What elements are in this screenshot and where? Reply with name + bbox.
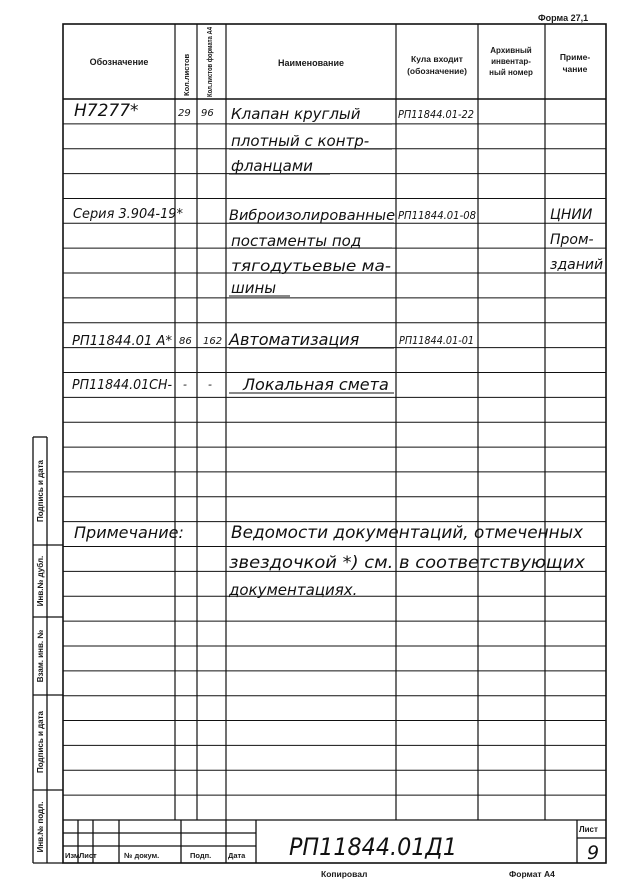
title-data: Дата [228, 851, 246, 860]
row-sheets: - [183, 378, 187, 391]
table-row [72, 330, 474, 349]
side-strip [33, 437, 63, 863]
row-sheets: 86 [179, 336, 192, 347]
row-name: Виброизолированные [229, 208, 395, 224]
header-archive-line1: Архивный [490, 46, 532, 55]
remark-line1: Ведомости документаций, отмеченных [231, 523, 584, 543]
row-included: РП11844.01-22 [398, 108, 474, 121]
row-name: тягодутьевые ма- [231, 257, 391, 275]
title-podp: Подп. [190, 851, 212, 860]
copied-label: Копировал [321, 869, 368, 879]
row-sheets-a4: 162 [203, 336, 223, 347]
row-sheets-a4: - [208, 378, 212, 391]
table-row [231, 232, 594, 250]
header-designation: Обозначение [89, 57, 149, 67]
table-row [231, 279, 276, 297]
table-row [72, 375, 389, 394]
row-designation: H7277* [74, 101, 139, 121]
header-sheets-a4: Кол.листов формата А4 [207, 14, 214, 97]
row-name: фланцами [231, 157, 313, 175]
table-row [74, 101, 474, 123]
table-rows [72, 101, 603, 394]
table-row [231, 132, 369, 150]
document-code: РП11844.01Д1 [289, 833, 457, 861]
row-note: Пром- [550, 232, 594, 248]
row-note: ЦНИИ [550, 207, 593, 223]
table-row [231, 157, 313, 175]
row-included: РП11844.01-08 [398, 209, 476, 222]
header-note-line1: Приме- [559, 52, 591, 62]
row-name: постаменты под [231, 232, 362, 250]
row-designation: РП11844.01 А* [72, 334, 173, 349]
row-sheets: 29 [178, 108, 191, 119]
header-included-line1: Кула входит [411, 54, 463, 64]
remark-line3: документациях. [229, 581, 358, 599]
title-sheet-label: Лист [579, 825, 598, 834]
remark-line2: звездочкой *) см. в соответствующих [229, 553, 586, 573]
remark-block [74, 523, 586, 599]
table-row [73, 207, 593, 224]
side-label-inv-dubl: Инв.№ дубл. [36, 555, 45, 607]
header-name: Наименование [277, 58, 345, 68]
format-label: Формат A4 [509, 869, 555, 879]
header-included-line2: (обозначение) [407, 66, 467, 76]
form-label: Форма 27,1 [538, 13, 589, 23]
row-name: плотный с контр- [231, 132, 370, 150]
row-included: РП11844.01-01 [399, 334, 474, 347]
header-note-line2: чание [562, 64, 588, 74]
header-archive-line3: ный номер [489, 68, 533, 77]
remark-label: Примечание: [74, 523, 184, 542]
header-archive-line2: инвентар- [491, 57, 531, 66]
row-designation: Серия 3.904-19* [73, 207, 184, 222]
title-list: Лист [79, 851, 97, 860]
side-label-podpis-data-top: Подпись и дата [36, 460, 45, 522]
row-name: Автоматизация [229, 330, 360, 349]
row-note: зданий [550, 257, 604, 273]
side-label-podpis-data: Подпись и дата [36, 711, 45, 773]
title-block [63, 820, 606, 864]
side-label-vzam-inv: Взам. инв. № [36, 629, 45, 683]
row-name: шины [231, 279, 277, 297]
sheet-number: 9 [587, 842, 600, 864]
header-sheets-count: Кол.листов [182, 53, 191, 96]
row-name: Локальная смета [243, 375, 389, 394]
row-sheets-a4: 96 [201, 108, 214, 119]
row-lines [63, 124, 606, 795]
table-row [231, 257, 603, 275]
row-name: Клапан круглый [231, 105, 361, 123]
row-designation: РП11844.01СН- [72, 378, 173, 393]
side-label-inv-podl: Инв.№ подл. [36, 801, 45, 853]
title-doc-no: № докум. [124, 851, 160, 860]
title-izm: Изм [65, 851, 80, 860]
